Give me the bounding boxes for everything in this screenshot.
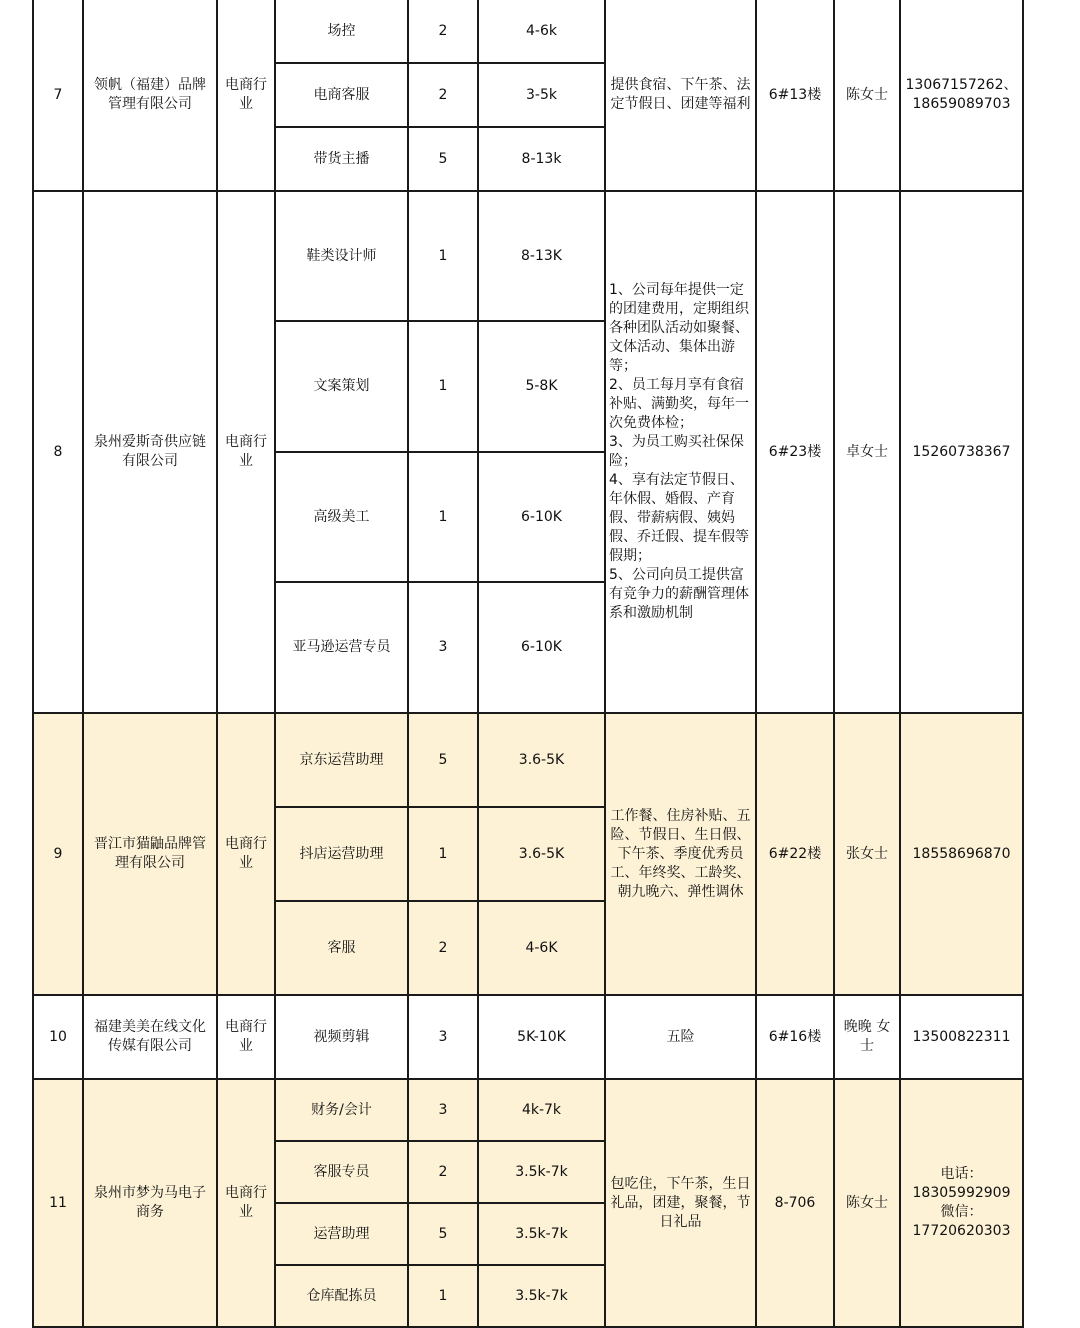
job-salary: 3.5k-7k xyxy=(478,1203,605,1265)
job-salary: 3.6-5K xyxy=(478,713,605,807)
location: 6#22楼 xyxy=(756,713,834,995)
industry: 电商行业 xyxy=(217,0,275,191)
benefits: 五险 xyxy=(605,995,756,1079)
job-position: 带货主播 xyxy=(275,127,408,191)
phone: 13067157262、18659089703 xyxy=(900,0,1023,191)
company-number: 7 xyxy=(33,0,83,191)
phone-number: 18305992909 xyxy=(912,1185,1011,1201)
job-count: 3 xyxy=(408,995,478,1079)
contact-person: 陈女士 xyxy=(834,1079,900,1327)
job-count: 2 xyxy=(408,0,478,63)
table-row xyxy=(33,995,1023,1079)
job-salary: 5K-10K xyxy=(478,995,605,1079)
job-position: 电商客服 xyxy=(275,63,408,127)
location: 6#16楼 xyxy=(756,995,834,1079)
job-salary: 8-13K xyxy=(478,191,605,321)
job-salary: 3.5k-7k xyxy=(478,1141,605,1203)
job-count: 1 xyxy=(408,321,478,452)
table-row xyxy=(33,1079,1023,1141)
industry: 电商行业 xyxy=(217,713,275,995)
job-position: 文案策划 xyxy=(275,321,408,452)
job-salary: 5-8K xyxy=(478,321,605,452)
company-number: 11 xyxy=(33,1079,83,1327)
job-salary: 4-6K xyxy=(478,901,605,995)
benefits: 包吃住，下午茶，生日礼品，团建，聚餐，节日礼品 xyxy=(605,1079,756,1327)
table-row xyxy=(33,713,1023,807)
phone: 18558696870 xyxy=(900,713,1023,995)
phone: 15260738367 xyxy=(900,191,1023,713)
contact-person: 卓女士 xyxy=(834,191,900,713)
benefit-line: 5、公司向员工提供富有竞争力的薪酬管理体系和激励机制 xyxy=(609,567,749,621)
company-name: 泉州市梦为马电子商务 xyxy=(83,1079,217,1327)
job-salary: 6-10K xyxy=(478,582,605,713)
job-position: 亚马逊运营专员 xyxy=(275,582,408,713)
job-position: 高级美工 xyxy=(275,452,408,582)
contact-person: 陈女士 xyxy=(834,0,900,191)
job-count: 3 xyxy=(408,1079,478,1141)
wechat-label: 微信： xyxy=(940,1204,983,1220)
contact-person: 张女士 xyxy=(834,713,900,995)
job-position: 京东运营助理 xyxy=(275,713,408,807)
benefits xyxy=(605,191,756,713)
location: 8-706 xyxy=(756,1079,834,1327)
wechat-number: 17720620303 xyxy=(912,1223,1011,1239)
job-salary: 3.5k-7k xyxy=(478,1265,605,1327)
phone xyxy=(900,1079,1023,1327)
job-position: 鞋类设计师 xyxy=(275,191,408,321)
industry: 电商行业 xyxy=(217,1079,275,1327)
company-number: 9 xyxy=(33,713,83,995)
job-count: 1 xyxy=(408,191,478,321)
job-count: 1 xyxy=(408,807,478,901)
contact-person: 晚晚 女士 xyxy=(834,995,900,1079)
job-count: 5 xyxy=(408,1203,478,1265)
job-position: 客服 xyxy=(275,901,408,995)
job-position: 财务/会计 xyxy=(275,1079,408,1141)
job-count: 5 xyxy=(408,713,478,807)
job-position: 运营助理 xyxy=(275,1203,408,1265)
job-salary: 4k-7k xyxy=(478,1079,605,1141)
phone: 13500822311 xyxy=(900,995,1023,1079)
company-number: 8 xyxy=(33,191,83,713)
location: 6#23楼 xyxy=(756,191,834,713)
benefit-line: 4、享有法定节假日、年休假、婚假、产育假、带薪病假、姨妈假、乔迁假、提车假等假期； xyxy=(609,472,749,564)
job-count: 1 xyxy=(408,452,478,582)
company-name: 晋江市猫鼬品牌管理有限公司 xyxy=(83,713,217,995)
benefit-line: 3、为员工购买社保保险； xyxy=(609,434,744,469)
company-name: 福建美美在线文化传媒有限公司 xyxy=(83,995,217,1079)
job-count: 2 xyxy=(408,901,478,995)
industry: 电商行业 xyxy=(217,995,275,1079)
benefits: 提供食宿、下午茶、法定节假日、团建等福利 xyxy=(605,0,756,191)
benefits: 工作餐、住房补贴、五险、节假日、生日假、下午茶、季度优秀员工、年终奖、工龄奖、朝九晚六、弹性调休 xyxy=(605,713,756,995)
job-count: 2 xyxy=(408,63,478,127)
job-salary: 3-5k xyxy=(478,63,605,127)
job-position: 场控 xyxy=(275,0,408,63)
job-position: 视频剪辑 xyxy=(275,995,408,1079)
job-salary: 8-13k xyxy=(478,127,605,191)
job-count: 3 xyxy=(408,582,478,713)
company-name: 领帆（福建）品牌管理有限公司 xyxy=(83,0,217,191)
job-count: 1 xyxy=(408,1265,478,1327)
phone-label: 电话： xyxy=(940,1166,983,1182)
table-row xyxy=(33,0,1023,63)
company-number: 10 xyxy=(33,995,83,1079)
job-salary: 6-10K xyxy=(478,452,605,582)
company-name: 泉州爱斯奇供应链有限公司 xyxy=(83,191,217,713)
benefit-line: 2、员工每月享有食宿补贴、满勤奖，每年一次免费体检； xyxy=(609,377,749,431)
job-position: 抖店运营助理 xyxy=(275,807,408,901)
location: 6#13楼 xyxy=(756,0,834,191)
job-count: 2 xyxy=(408,1141,478,1203)
job-listing-table xyxy=(32,0,1024,1328)
job-salary: 4-6k xyxy=(478,0,605,63)
industry: 电商行业 xyxy=(217,191,275,713)
job-salary: 3.6-5K xyxy=(478,807,605,901)
job-position: 仓库配拣员 xyxy=(275,1265,408,1327)
job-count: 5 xyxy=(408,127,478,191)
table-row xyxy=(33,191,1023,321)
job-position: 客服专员 xyxy=(275,1141,408,1203)
benefit-line: 1、公司每年提供一定的团建费用，定期组织各种团队活动如聚餐、文体活动、集体出游等； xyxy=(609,282,749,374)
